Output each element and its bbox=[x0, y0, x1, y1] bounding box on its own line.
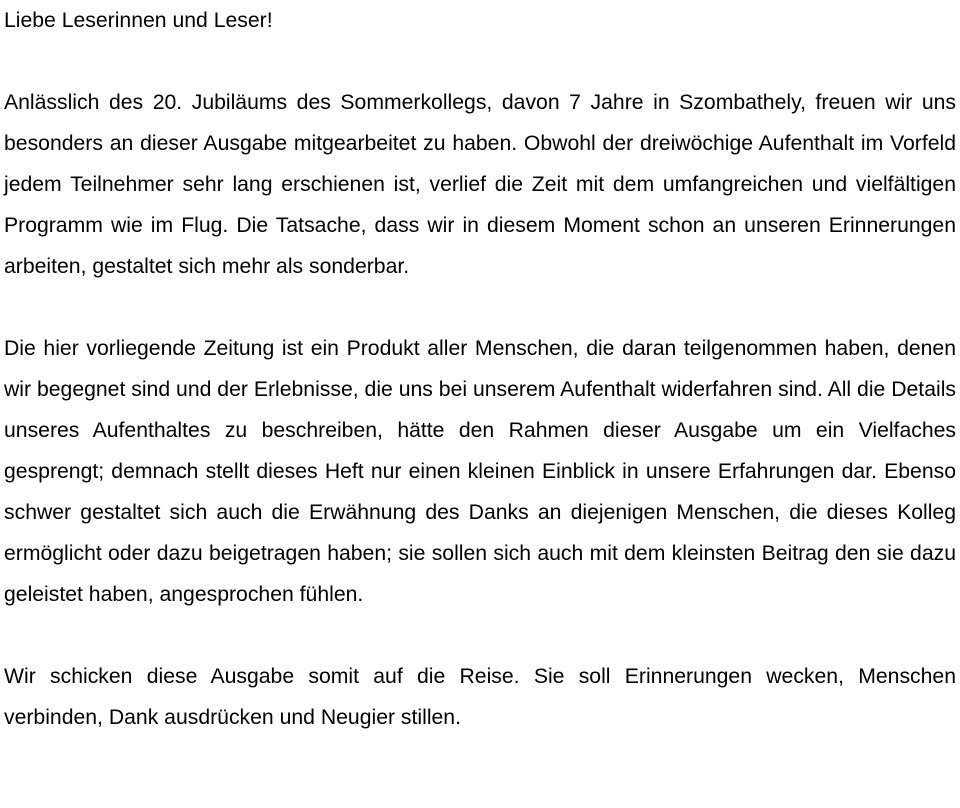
document-page bbox=[4, 0, 956, 738]
paragraph-intro: Anlässlich des 20. Jubiläums des Sommerkollegs, davon 7 Jahre in Szombathely, freuen wir uns besonders an dieser Ausgabe mitgearbeitet zu haben. Obwohl der dreiwöchige Aufenthalt im Vorfeld jedem Teilnehmer sehr lang erschienen ist, verlief die Zeit mit dem umfangreichen und vielfältigen Programm wie im Flug. Die Tatsache, dass wir in diesem Moment schon an unseren Erinnerungen arbeiten, gestaltet sich mehr als sonderbar. bbox=[4, 91, 956, 278]
paragraph-spacer bbox=[4, 615, 956, 656]
paragraph-newspaper: Die hier vorliegende Zeitung ist ein Produkt aller Menschen, die daran teilgenommen haben, denen wir begegnet sind und der Erlebnisse, die uns bei unserem Aufenthalt widerfahren sind. All die Details unseres Aufenthaltes zu beschreiben, hätte den Rahmen dieser Ausgabe um ein Vielfaches gesprengt; demnach stellt dieses Heft nur einen kleinen Einblick in unsere Erfahrungen dar. Ebenso schwer gestaltet sich auch die Erwähnung des Danks an diejenigen Menschen, die dieses Kolleg ermöglicht oder dazu beigetragen haben; sie sollen sich auch mit dem kleinsten Beitrag den sie dazu geleistet haben, angesprochen fühlen. bbox=[4, 337, 956, 606]
paragraph-spacer bbox=[4, 287, 956, 328]
paragraph-spacer bbox=[4, 41, 956, 82]
paragraph-closing: Wir schicken diese Ausgabe somit auf die Reise. Sie soll Erinnerungen wecken, Menschen verbinden, Dank ausdrücken und Neugier stillen. bbox=[4, 665, 956, 729]
salutation: Liebe Leserinnen und Leser! bbox=[4, 9, 273, 32]
